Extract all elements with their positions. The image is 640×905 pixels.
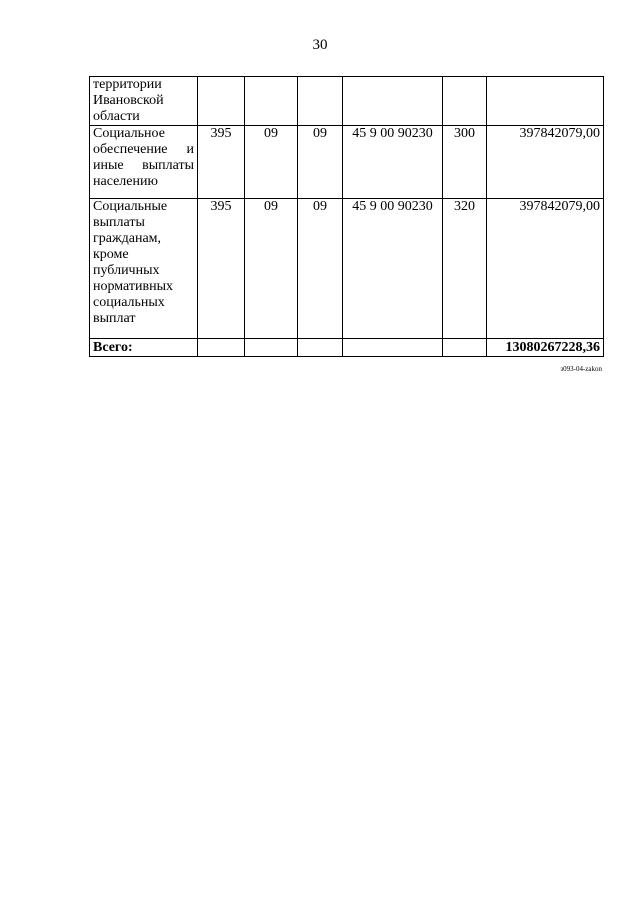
empty-cell	[298, 339, 343, 357]
empty-cell	[245, 339, 298, 357]
expense-type-cell: 300	[443, 126, 487, 199]
expense-type-cell: 320	[443, 199, 487, 339]
empty-cell	[343, 339, 443, 357]
budget-table	[89, 76, 604, 357]
page-number: 30	[312, 37, 328, 53]
amount-cell: 397842079,00	[487, 126, 604, 199]
empty-cell	[198, 339, 245, 357]
row-name-cell: территории Ивановской области	[90, 77, 198, 126]
section-code-cell: 09	[245, 126, 298, 199]
target-code-cell	[343, 77, 443, 126]
amount-cell: 397842079,00	[487, 199, 604, 339]
subsection-code-cell	[298, 77, 343, 126]
total-label: Всего:	[90, 339, 198, 357]
target-code-cell: 45 9 00 90230	[343, 199, 443, 339]
ministry-code-cell: 395	[198, 199, 245, 339]
section-code-cell	[245, 77, 298, 126]
amount-cell	[487, 77, 604, 126]
table-row	[90, 77, 604, 126]
ministry-code-cell: 395	[198, 126, 245, 199]
document-code: з093-04-zakon	[560, 365, 602, 373]
subsection-code-cell: 09	[298, 126, 343, 199]
section-code-cell: 09	[245, 199, 298, 339]
empty-cell	[443, 339, 487, 357]
row-name-cell: Социальное обеспечение и иные выплаты населению	[90, 126, 198, 199]
row-name-cell: Социальные выплаты гражданам, кроме публичных нормативных социальных выплат	[90, 199, 198, 339]
target-code-cell: 45 9 00 90230	[343, 126, 443, 199]
table-row	[90, 199, 604, 339]
ministry-code-cell	[198, 77, 245, 126]
expense-type-cell	[443, 77, 487, 126]
table-row	[90, 126, 604, 199]
total-amount: 13080267228,36	[487, 339, 604, 357]
total-row	[90, 339, 604, 357]
subsection-code-cell: 09	[298, 199, 343, 339]
